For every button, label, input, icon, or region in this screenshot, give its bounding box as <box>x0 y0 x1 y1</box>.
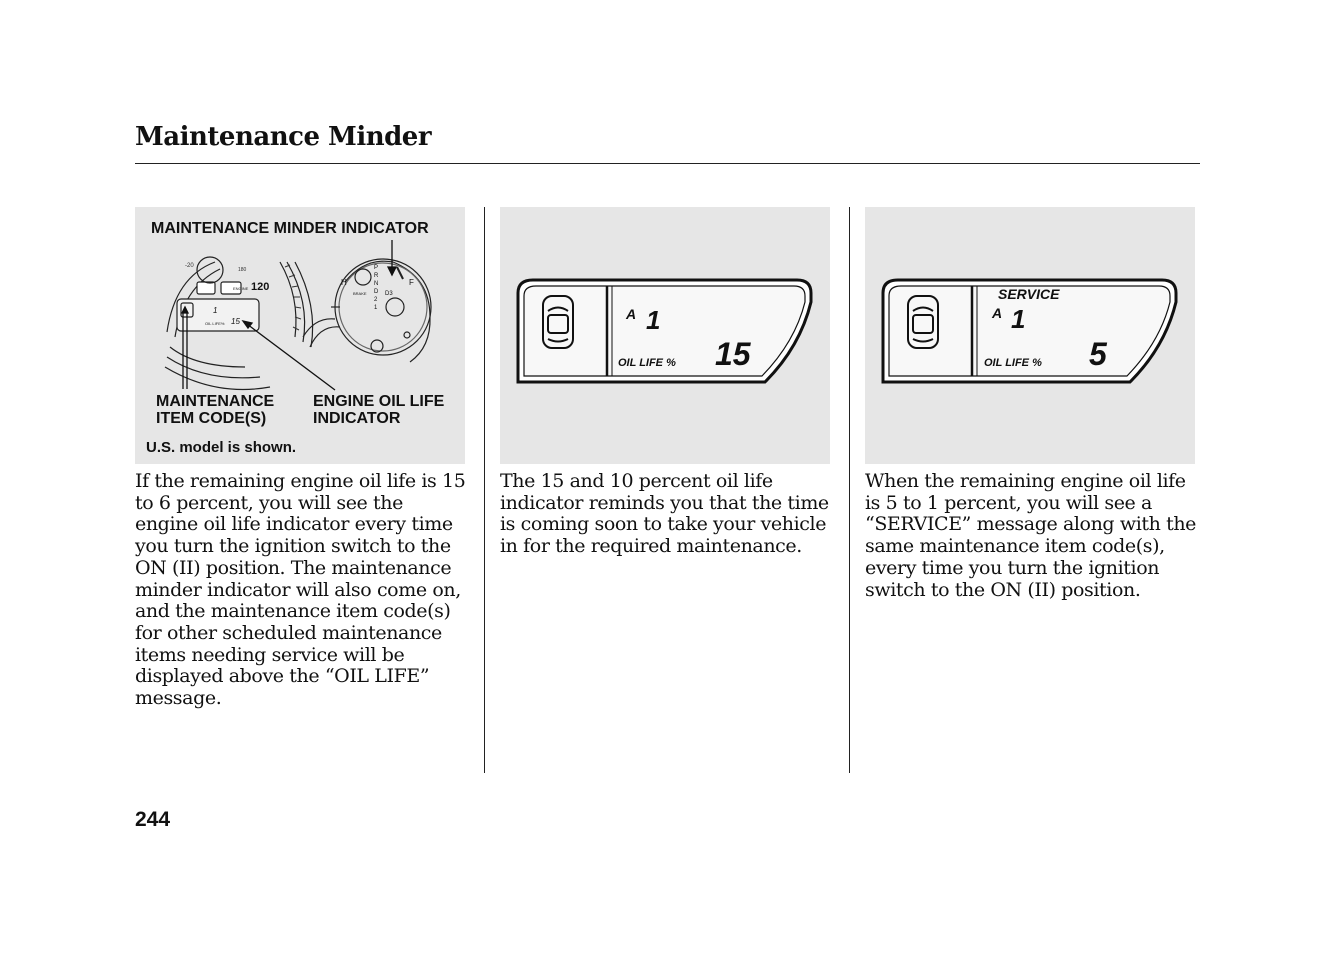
oil-life-value: 15 <box>715 336 751 372</box>
engine-light-icon-label: ENGINE <box>233 286 249 291</box>
oil-life-label: OIL LIFE % <box>984 357 1042 369</box>
figure-caption: U.S. model is shown. <box>146 439 297 456</box>
item-code-label-line2: ITEM CODE(S) <box>156 410 267 427</box>
maintenance-code-number: 1 <box>646 305 661 335</box>
gear-d3-label: D3 <box>385 291 393 297</box>
page-number: 244 <box>135 808 171 831</box>
multi-info-display <box>500 207 830 464</box>
service-message: SERVICE <box>998 286 1060 302</box>
column-divider <box>849 207 850 773</box>
gear-letter: N <box>374 281 379 287</box>
page-title: Maintenance Minder <box>135 122 432 152</box>
oil-life-display-figure <box>500 207 830 464</box>
gear-letter: 2 <box>374 297 378 303</box>
gear-letter: R <box>374 273 379 279</box>
gauge-tick-label: -20 <box>185 263 194 269</box>
multi-info-display <box>865 207 1195 464</box>
mini-oil-life-label: OIL LIFE% <box>205 321 225 326</box>
oil-life-label: OIL LIFE % <box>618 357 676 369</box>
brake-light-label: BRAKE <box>353 291 367 296</box>
gauge-tick-label: 180 <box>238 267 247 273</box>
gear-letter: P <box>374 265 379 271</box>
speed-tick-label: 120 <box>251 281 270 293</box>
oil-life-label-line1: ENGINE OIL LIFE <box>313 393 445 410</box>
gear-letter: 1 <box>374 305 378 311</box>
maintenance-code-letter: A <box>626 306 637 322</box>
column-1-paragraph: If the remaining engine oil life is 15 to 6 percent, you will see the engine oil life indicator every time you turn the ignition switch to the ON (II) position. The maintenance minder indicator will also come on, and the maintenance item code(s) for other scheduled maintenance items needing service will be displayed above the “OIL LIFE” message. <box>135 470 466 710</box>
mini-oil-life-value: 15 <box>231 317 240 326</box>
mini-item-code: 1 <box>213 306 218 315</box>
maintenance-code-number: 1 <box>1011 304 1026 334</box>
gear-letter: D <box>374 289 379 295</box>
maintenance-code-letter: A <box>992 305 1003 321</box>
fuel-gauge-f-label: F <box>409 278 414 287</box>
column-3-paragraph: When the remaining engine oil life is 5 to 1 percent, you will see a “SERVICE” message along with the same maintenance item code(s), every time you turn the ignition switch to the ON (II) position. <box>865 470 1196 601</box>
column-2-paragraph: The 15 and 10 percent oil life indicator reminds you that the time is coming soon to take your vehicle in for the required maintenance. <box>500 470 829 558</box>
column-divider <box>484 207 485 773</box>
item-code-label-line1: MAINTENANCE <box>156 393 275 410</box>
service-display-figure <box>865 207 1195 464</box>
instrument-panel-figure <box>135 207 465 464</box>
oil-life-value: 5 <box>1089 336 1107 372</box>
temp-gauge-h-label: H <box>341 278 347 287</box>
title-rule <box>135 163 1200 164</box>
maintenance-minder-indicator-label: MAINTENANCE MINDER INDICATOR <box>151 220 429 237</box>
oil-life-label-line2: INDICATOR <box>313 410 401 427</box>
